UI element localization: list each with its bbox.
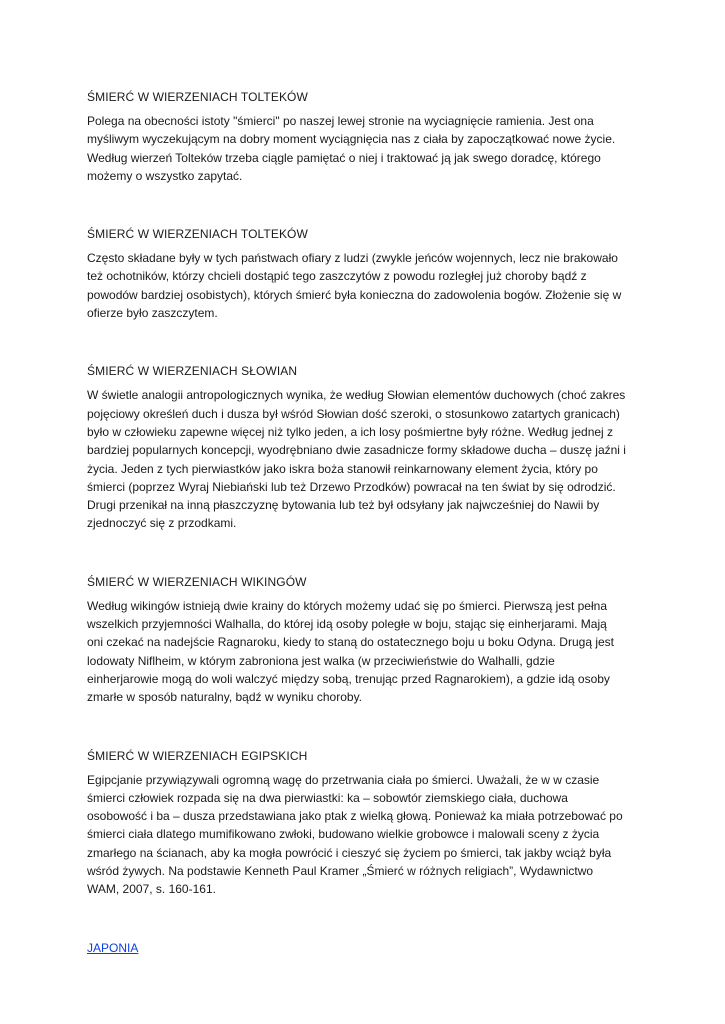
japonia-link[interactable]: JAPONIA: [87, 940, 139, 955]
paragraph-line: zmarłego na ścianach, aby ka mogła powrócić i cieszyć się życiem po śmierci, tak jakby wciąż była: [87, 845, 612, 860]
paragraph-line: powodów bardziej osobistych), których śmierć była konieczna do zadowolenia bogów. Złożenie się w: [87, 287, 622, 302]
paragraph-line: WAM, 2007, s. 160-161.: [87, 882, 216, 897]
section-heading: ŚMIERĆ W WIERZENIACH SŁOWIAN: [87, 364, 298, 379]
paragraph-line: osobowość i ba – dusza przedstawiana jako ptak z wielką głową. Ponieważ ka miała potrzebować po: [87, 809, 623, 824]
section-toltecs-2: [87, 225, 647, 322]
paragraph-line: Egipcjanie przywiązywali ogromną wagę do przetrwania ciała po śmierci. Uważali, że w w czasie: [87, 772, 600, 787]
section-heading: ŚMIERĆ W WIERZENIACH TOLTEKÓW: [87, 90, 308, 104]
section-toltecs-1: [87, 88, 647, 185]
paragraph-line: Według wierzeń Tolteków trzeba ciągle pamiętać o niej i traktować ją jak swego doradcę, którego: [87, 150, 601, 165]
paragraph-line: lodowaty Niflheim, w którym zabroniona jest walka (w przeciwieństwie do Walhalli, gdzie: [87, 653, 555, 668]
paragraph-line: zjednoczyć się z przodkami.: [87, 516, 237, 531]
section-paragraph: [87, 771, 647, 899]
paragraph-line: wśród żywych. Na podstawie Kenneth Paul Kramer „Śmierć w różnych religiach”, Wydawnictwo: [87, 864, 594, 879]
paragraph-line: oni czekać na nadejście Ragnaroku, kiedy to staną do ostatecznego boju u boku Odyna. Drugą jest: [87, 635, 614, 650]
section-paragraph: [87, 112, 647, 185]
paragraph-line: wszelkich przyjemności Walhalla, do której idą osoby poległe w boju, stając się einherjarami. Mają: [87, 617, 607, 632]
paragraph-line: zmarłe w sposób naturalny, bądź w wyniku choroby.: [87, 690, 363, 705]
paragraph-line: ofierze było zaszczytem.: [87, 306, 218, 321]
section-paragraph: [87, 386, 647, 532]
paragraph-line: możemy o wszystko zapytać.: [87, 168, 243, 183]
paragraph-line: bardziej popularnych koncepcji, wyodrębniano dwie zasadnicze formy składowe ducha – duszę jaźni i: [87, 443, 626, 458]
paragraph-line: W świetle analogii antropologicznych wynika, że według Słowian elementów duchowych (choć zakres: [87, 388, 626, 403]
paragraph-line: śmierci (poprzez Wyraj Niebiański lub też Drzewo Przodków) powracał na ten świat by się odrodzić.: [87, 479, 616, 494]
section-vikings: [87, 573, 647, 707]
paragraph-line: było w człowieku zapewne więcej niż tylko jeden, a ich losy pośmiertne były różne. Według jednej z: [87, 424, 614, 439]
section-heading: ŚMIERĆ W WIERZENIACH TOLTEKÓW: [87, 227, 308, 242]
section-paragraph: [87, 597, 647, 707]
paragraph-line: Drugi przenikał na inną płaszczyznę bytowania lub też był odsyłany jak najwcześniej do Nawii by: [87, 498, 600, 513]
paragraph-line: życia. Jeden z tych pierwiastków jako iskra boża stanowił reinkarnowany element życia, który po: [87, 461, 598, 476]
section-heading: ŚMIERĆ W WIERZENIACH WIKINGÓW: [87, 574, 307, 589]
paragraph-line: też ochotników, którzy chcieli dostąpić tego zaszczytów z powodu rozległej już choroby bądź z: [87, 269, 587, 284]
section-heading: ŚMIERĆ W WIERZENIACH EGIPSKICH: [87, 748, 308, 763]
paragraph-line: einherjarowie mogą do woli walczyć między sobą, trenując przed Ragnarokiem), a gdzie idą osoby: [87, 671, 610, 686]
paragraph-line: myśliwym wyczekującym na dobry moment wyciągnięcia nas z ciała by zapoczątkować nowe życie.: [87, 132, 616, 147]
paragraph-line: śmierci człowiek rozpada się na dwa pierwiastki: ka – sobowtór ziemskiego ciała, duchowa: [87, 790, 568, 805]
paragraph-line: śmierci ciała dlatego mumifikowano zwłoki, budowano wielkie grobowce i malowali sceny z życia: [87, 827, 600, 842]
paragraph-line: Często składane były w tych państwach ofiary z ludzi (zwykle jeńców wojennych, lecz nie brakowało: [87, 251, 618, 266]
paragraph-line: pojęciowy określeń duch i dusza był wśród Słowian dość szeroki, o stosunkowo zatartych granicach): [87, 406, 620, 421]
paragraph-line: Według wikingów istnieją dwie krainy do których możemy udać się po śmierci. Pierwszą jest pełna: [87, 598, 607, 613]
section-egypt: [87, 747, 647, 899]
section-paragraph: [87, 249, 647, 322]
section-slavs: [87, 362, 647, 532]
paragraph-line: Polega na obecności istoty "śmierci" po naszej lewej stronie na wyciagnięcie ramienia. Jest ona: [87, 114, 594, 128]
document-body: [87, 88, 647, 957]
